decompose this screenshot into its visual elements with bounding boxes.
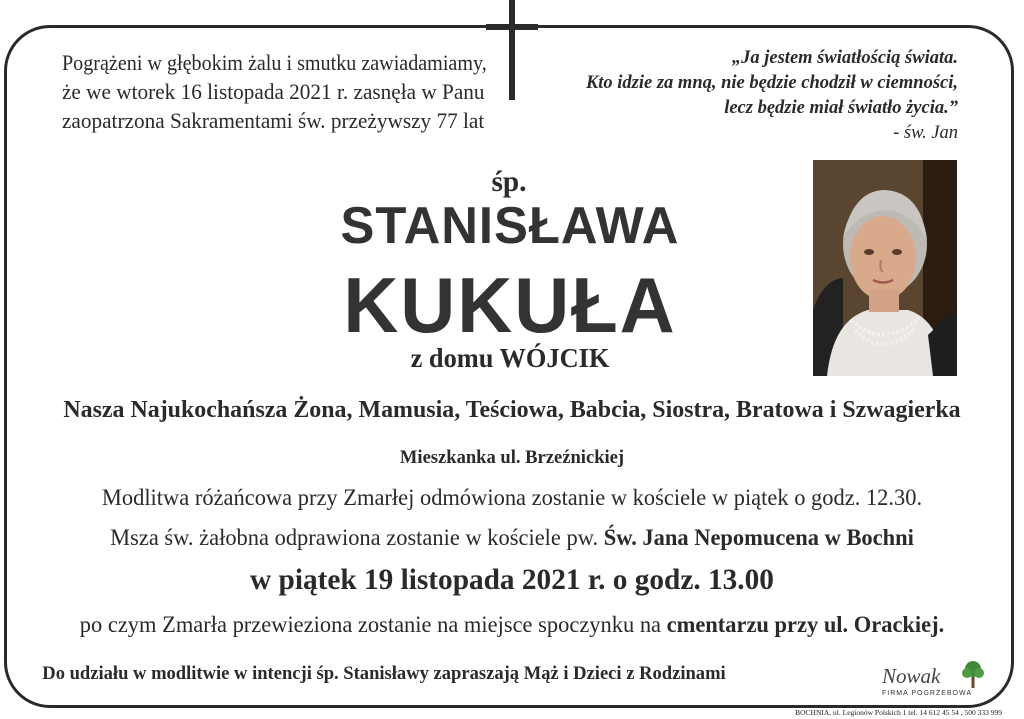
residence-info: Mieszkanka ul. Brzeźnickiej <box>399 447 625 468</box>
deceased-last-name: KUKUŁA <box>343 261 677 349</box>
quote-author: - św. Jan <box>893 123 958 143</box>
portrait-illustration <box>813 160 957 376</box>
tree-icon <box>960 660 986 690</box>
burial-prefix: po czym Zmarła przewieziona zostanie na miejsce spoczynku na <box>79 612 667 637</box>
quote-line: lecz będzie miał światło życia.” <box>724 98 958 118</box>
mass-prefix: Msza św. żałobna odprawiona zostanie w kościele pw. <box>110 525 604 550</box>
bible-quote <box>558 46 958 146</box>
mass-info <box>12 525 1012 551</box>
announcement-intro <box>62 48 502 135</box>
funeral-home-address: BOCHNIA, ul. Legionów Polskich 1 tel. 14 612 45 54 , 500 333 999 <box>795 708 1002 717</box>
burial-place: cmentarzu przy ul. Orackiej. <box>666 612 945 637</box>
mass-church: Św. Jana Nepomucena w Bochni <box>603 525 914 550</box>
deceased-photo <box>813 160 957 376</box>
funeral-home-brand: Nowak <box>882 664 941 688</box>
deceased-maiden-name: z domu WÓJCIK <box>410 343 610 373</box>
funeral-home-logo <box>880 660 990 700</box>
deceased-first-name: STANISŁAWA <box>340 197 680 255</box>
intro-line: zaopatrzona Sakramentami św. przeżywszy 77 lat <box>62 108 485 133</box>
invitation-text: Do udziału w modlitwie w intencji śp. Stanisławy zapraszają Mąż i Dzieci z Rodzinami <box>42 663 726 684</box>
funeral-home-subtitle: FIRMA POGRZEBOWA <box>882 690 973 697</box>
intro-line: że we wtorek 16 listopada 2021 r. zasnęła w Panu <box>62 79 485 104</box>
deceased-prefix: śp. <box>491 165 527 198</box>
quote-line: „Ja jestem światłością świata. <box>731 48 958 68</box>
family-relations: Nasza Najukochańsza Żona, Mamusia, Teściowa, Babcia, Siostra, Bratowa i Szwagierka <box>63 396 961 423</box>
rosary-info: Modlitwa różańcowa przy Zmarłej odmówiona zostanie w kościele w piątek o godz. 12.30. <box>101 485 923 510</box>
burial-info <box>12 612 1012 638</box>
quote-line: Kto idzie za mną, nie będzie chodził w ciemności, <box>585 73 958 93</box>
funeral-date: w piątek 19 listopada 2021 r. o godz. 13.00 <box>250 563 774 596</box>
intro-line: Pogrążeni w głębokim żalu i smutku zawiadamiamy, <box>62 50 487 75</box>
